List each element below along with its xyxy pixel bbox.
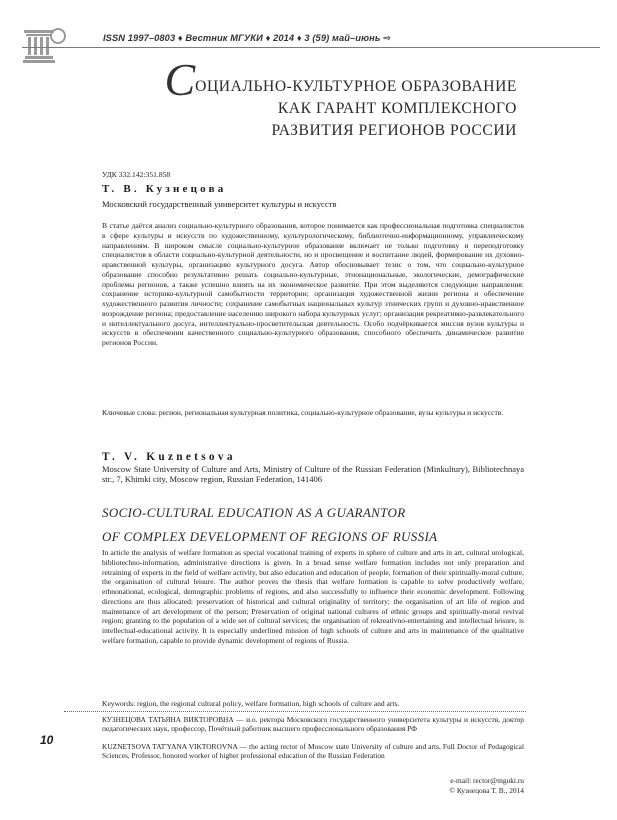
page-number: 10 xyxy=(40,733,54,747)
journal-header: ISSN 1997–0803 ♦ Вестник МГУКИ ♦ 2014 ♦ 3 (59) май–июнь ⇨ xyxy=(103,33,392,43)
udk-code: УДК 332.142:351.858 xyxy=(102,170,171,179)
article-title-en xyxy=(102,501,532,549)
article-title-ru xyxy=(120,54,517,142)
affiliation-en: Moscow State University of Culture and Arts, Ministry of Culture of the Russian Federation (Minkultury), Bibliotechnaya str., 7, Khimki city, Moscow region, Russian Federation, 141406 xyxy=(102,464,524,485)
affiliation-ru: Московский государственный университет культуры и искусств xyxy=(102,199,337,209)
author-email[interactable]: e-mail: rector@mguki.ru xyxy=(450,776,524,785)
abstract-ru: В статье даётся анализ социально-культурного образования, которое понимается как профессиональная подготовка специалистов в сфере культуры и искусств по художественному, культурологическому, библиотечно-информационному, управленческому направлениям. В широком смысле социально-культурное образование включает не только подготовку и переподготовку специалистов в области социально-культурной деятельности, но и просвещение и воспитание людей, формирование их духовно-нравственной культуры, организацию культурного досуга. Автор обосновывает тезис о том, что социально-культурное образование способно результативно решать социально-культурные, этнонациональные, экологические, демографические проблемы регионов, а также успешно влиять на их экономическое развитие. При этом выделяются следующие направления: сохранение историко-культурной самобытности территории; организация художественной жизни региона и обеспечение художественного развития личности; сохранение самобытных национальных культур этнических групп и духовно-нравственное возрождение региона; предоставление населению широкого набора культурных услуг; организация рекреативно-развлекательного и интеллектуального досуга, интеллектуально-просветительская деятельность. Особо подчёркивается миссия вузов культуры и искусств в обеспечении качественного социально-культурного образования, способного обеспечить динамическое развитие регионов России. xyxy=(102,221,524,347)
dotted-separator xyxy=(64,711,526,712)
title-ru-line3: РАЗВИТИЯ РЕГИОНОВ РОССИИ xyxy=(271,122,517,139)
author-info-en: KUZNETSOVA TAT'YANA VIKTOROVNA — the acting rector of Moscow state University of culture and arts, Full Doctor of Pedagogical Sciences, Professor, honored worker of higher professional education of the Russian Federation xyxy=(102,742,524,760)
author-name-en: T. V. Kuznetsova xyxy=(102,451,236,463)
keywords-en: Keywords: region, the regional cultural policy, welfare formation, high schools of culture and arts. xyxy=(102,699,400,708)
copyright: © Кузнецова Т. В., 2014 xyxy=(449,786,524,795)
title-ru-line2: КАК ГАРАНТ КОМПЛЕКСНОГО xyxy=(277,100,517,117)
abstract-en: In article the analysis of welfare formation as special vocational training of experts in sphere of culture and arts in art, cultural urological, bibliotechno-information, administrative directions is given. In a broad sense welfare formation includes not only preparation and retraining of experts in the field of welfare activity, but also education and education of people, formation of their spiritually-moral culture, the organisation of cultural leisure. The author proves the thesis that welfare formation is capable to solve productively welfare, ethnonational, ecological, demographic problems of regions, and also successfully to influence their economic development. Following directions are thus allocated: preservation of historical and cultural originality of territory; the organisation of art life of region and maintenance of art development of the person; Preservation of original national cultures of ethnic groups and spiritually-moral revival region; granting to the population of a wide set of cultural services; the organisation of rekreativno-entertaining and intellectual leisure, is intellectual-educational activity. It is especially underlined mission of high schools of culture and arts in maintenance of the qualitative welfare formation, capable to provide dynamic development of regions of Russia. xyxy=(102,548,524,645)
keywords-ru: Ключевые слова: регион, региональная культурная политика, социально-культурное образование, вузы культуры и искусств. xyxy=(102,408,504,417)
title-ru-line1: ОЦИАЛЬНО-КУЛЬТУРНОЕ ОБРАЗОВАНИЕ xyxy=(195,78,517,95)
author-name-ru: Т. В. Кузнецова xyxy=(102,183,227,195)
header-rule xyxy=(22,47,600,48)
journal-logo xyxy=(22,24,68,68)
author-info-ru: КУЗНЕЦОВА ТАТЬЯНА ВИКТОРОВНА — и.о. ректора Московского государственного университета культуры и искусств, доктор педагогических наук, профессор, Почётный работник высшего профессионального образования РФ xyxy=(102,715,524,733)
title-dropcap: С xyxy=(164,54,196,105)
title-en-line1: SOCIO-CULTURAL EDUCATION AS A GUARANTOR xyxy=(102,505,406,520)
title-en-line2: OF COMPLEX DEVELOPMENT OF REGIONS OF RUSSIA xyxy=(102,529,438,544)
